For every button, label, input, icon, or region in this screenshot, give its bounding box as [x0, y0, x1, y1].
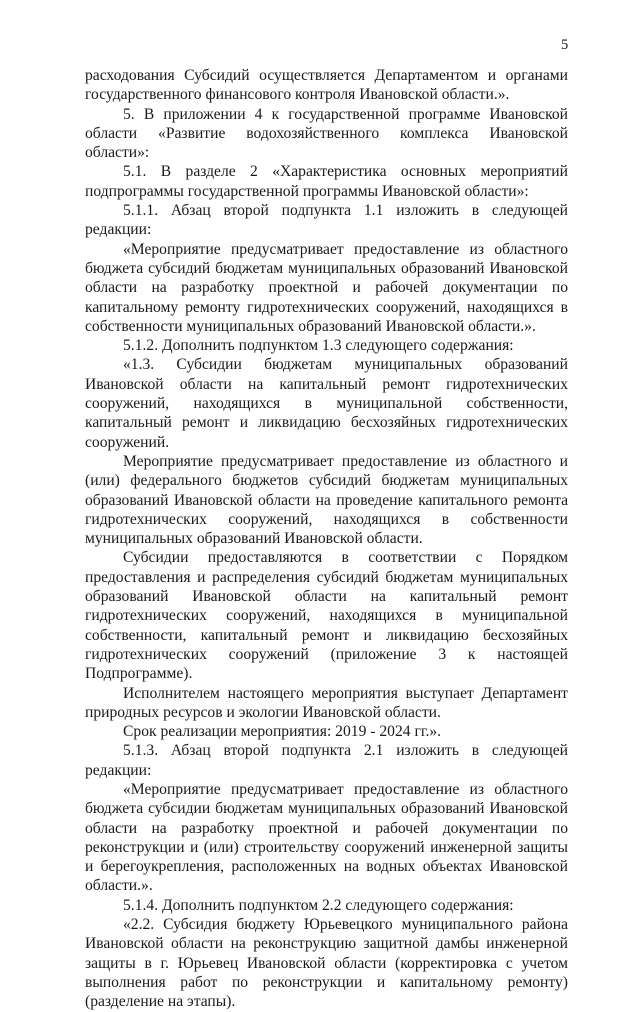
- paragraph-subsidy-procedure: Субсидии предоставляются в соответствии с Порядком предоставления и распределения субсидий бюджетам муниципальных образований Ивановской области на капитальный ремонт гидротехнических сооружений, находящихся в муниципальной собственности, капитальный ремонт и ликвидацию бесхозяйных гидротехнических сооружений (приложение 3 к настоящей Подпрограмме).: [85, 549, 568, 683]
- paragraph-executor: Исполнителем настоящего мероприятия выступает Департамент природных ресурсов и экологии Ивановской области.: [85, 684, 568, 721]
- paragraph-quote-1-3: «1.3. Субсидии бюджетам муниципальных образований Ивановской области на капитальный ремонт гидротехнических сооружений, находящихся в муниципальной собственности, капитальный ремонт и ликвидацию бесхозяйных гидротехнических сооружений.: [85, 356, 568, 451]
- paragraph-5-1-4: 5.1.4. Дополнить подпунктом 2.2 следующего содержания:: [123, 896, 514, 914]
- document-body: [85, 66, 568, 1012]
- paragraph-term: Срок реализации мероприятия: 2019 - 2024 гг.».: [123, 723, 442, 741]
- paragraph-section-5: 5. В приложении 4 к государственной программе Ивановской области «Развитие водохозяйственного комплекса Ивановской области»:: [85, 105, 568, 162]
- page-number: 5: [561, 37, 569, 53]
- paragraph-5-1: 5.1. В разделе 2 «Характеристика основных мероприятий подпрограммы государственной программы Ивановской области»:: [85, 163, 568, 200]
- paragraph-5-1-3: 5.1.3. Абзац второй подпункта 2.1 изложить в следующей редакции:: [85, 742, 568, 779]
- paragraph-funds-control: расходования Субсидий осуществляется Департаментом и органами государственного финансового контроля Ивановской области.».: [85, 67, 568, 104]
- paragraph-quote-2-1: «Мероприятие предусматривает предоставление из областного бюджета субсидии бюджетам муниципальных образований Ивановской области на разработку проектной и рабочей документации по реконструкции и (или) строительству сооружений инженерной защиты и берегоукрепления, расположенных на водных объектах Ивановской области.».: [85, 780, 568, 895]
- paragraph-5-1-2: 5.1.2. Дополнить подпунктом 1.3 следующего содержания:: [123, 337, 514, 355]
- paragraph-quote-1-1: «Мероприятие предусматривает предоставление из областного бюджета субсидий бюджетам муниципальных образований Ивановской области на разработку проектной и рабочей документации по капитальному ремонту гидротехнических сооружений, находящихся в собственности муниципальных образований Ивановской области.».: [85, 240, 568, 335]
- paragraph-5-1-1: 5.1.1. Абзац второй подпункта 1.1 изложить в следующей редакции:: [85, 202, 568, 239]
- paragraph-quote-2-2: «2.2. Субсидия бюджету Юрьевецкого муниципального района Ивановской области на реконструкцию защитной дамбы инженерной защиты в г. Юрьевец Ивановской области (корректировка с учетом выполнения работ по реконструкции и капитальному ремонту) (разделение на этапы).: [85, 916, 568, 1011]
- paragraph-measure-description: Мероприятие предусматривает предоставление из областного и (или) федерального бюджетов субсидий бюджетам муниципальных образований Ивановской области на проведение капитального ремонта гидротехнических сооружений, находящихся в собственности муниципальных образований Ивановской области.: [85, 452, 568, 548]
